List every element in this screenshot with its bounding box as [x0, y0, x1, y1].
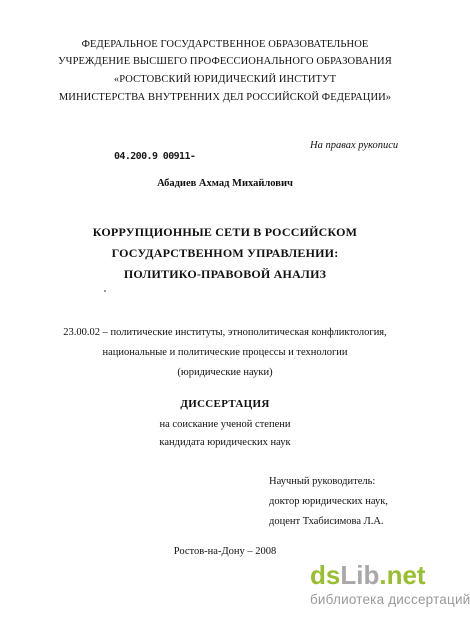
document-code-stamp: 04.200.9 00911- — [114, 151, 196, 162]
header-line-4: МИНИСТЕРСТВА ВНУТРЕННИХ ДЕЛ РОССИЙСКОЙ ФЕДЕРАЦИИ» — [58, 92, 392, 103]
title-line-2: ГОСУДАРСТВЕННОМ УПРАВЛЕНИИ: — [111, 246, 339, 260]
logo-net: .net — [379, 560, 426, 590]
degree-line-1: на соискание ученой степени — [159, 419, 291, 430]
advisor-line-3: доцент Тхабисимова Л.А. — [269, 516, 384, 527]
watermark — [310, 560, 470, 612]
header-line-1: ФЕДЕРАЛЬНОЕ ГОСУДАРСТВЕННОЕ ОБРАЗОВАТЕЛЬНОЕ — [81, 39, 369, 50]
manuscript-note: На правах рукописи — [310, 140, 399, 151]
watermark-tagline: библиотека диссертаций — [310, 592, 470, 607]
logo-lib: Lib — [340, 560, 380, 590]
specialty-line-2: национальные и политические процессы и технологии — [102, 347, 348, 358]
title-line-3: ПОЛИТИКО-ПРАВОВОЙ АНАЛИЗ — [123, 267, 327, 281]
dslib-logo — [310, 560, 430, 591]
specialty-line-1: 23.00.02 – политические институты, этнополитическая конфликтология, — [63, 327, 387, 338]
title-line-1: КОРРУПЦИОННЫЕ СЕТИ В РОССИЙСКОМ — [92, 225, 358, 239]
advisor-line-1: Научный руководитель: — [269, 476, 376, 487]
advisor-line-2: доктор юридических наук, — [269, 496, 388, 507]
place-and-year: Ростов-на-Дону – 2008 — [173, 546, 277, 557]
header-line-3: «РОСТОВСКИЙ ЮРИДИЧЕСКИЙ ИНСТИТУТ — [113, 74, 337, 85]
dissertation-label: ДИССЕРТАЦИЯ — [180, 398, 270, 410]
specialty-line-3: (юридические науки) — [177, 367, 273, 378]
header-line-2: УЧРЕЖДЕНИЕ ВЫСШЕГО ПРОФЕССИОНАЛЬНОГО ОБРАЗОВАНИЯ — [58, 56, 392, 67]
logo-ds: ds — [310, 560, 341, 590]
degree-line-2: кандидата юридических наук — [159, 437, 291, 448]
scan-speck — [104, 290, 106, 292]
author-name: Абадиев Ахмад Михайлович — [157, 178, 293, 189]
